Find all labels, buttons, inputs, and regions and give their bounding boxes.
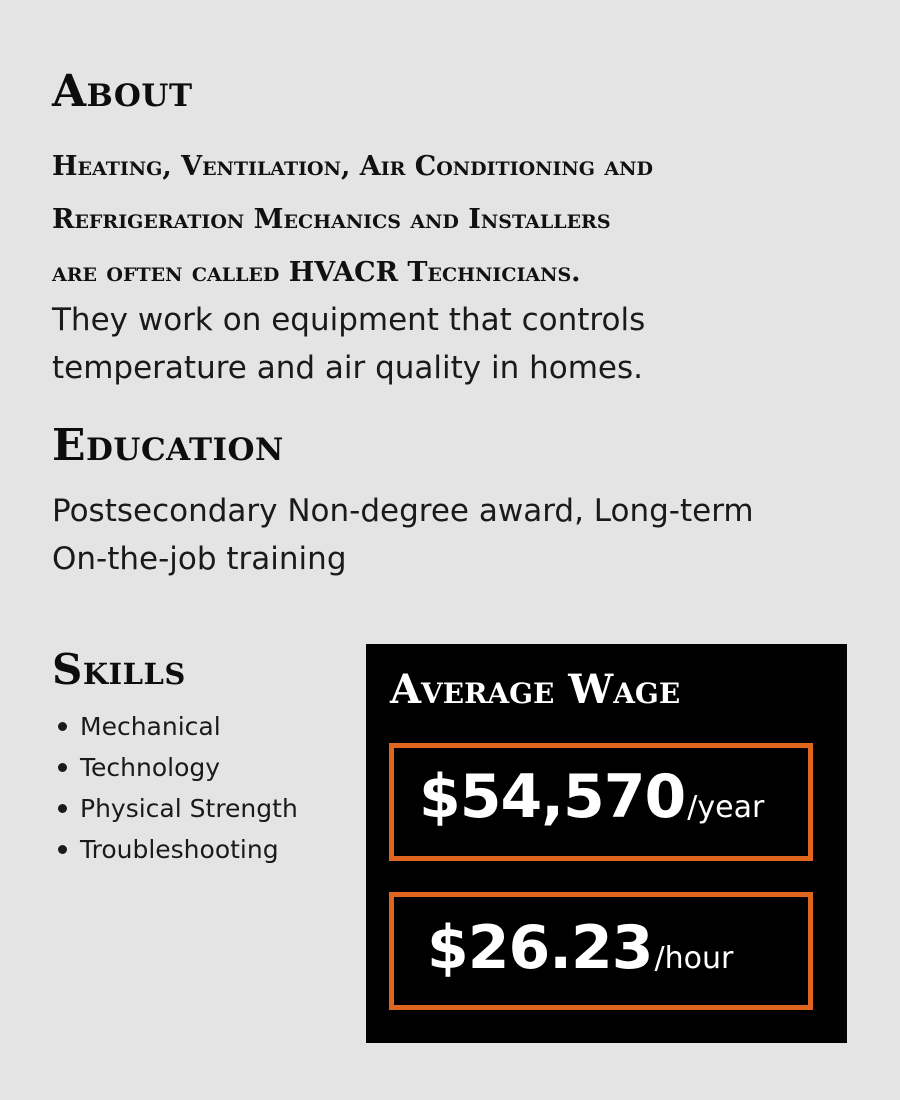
average-wage-panel (366, 644, 847, 1043)
bullet-icon (58, 763, 67, 772)
skill-label: Troubleshooting (80, 835, 279, 864)
skill-label: Technology (80, 753, 221, 782)
skill-item (58, 706, 298, 747)
skill-item (58, 829, 298, 870)
skill-item (58, 747, 298, 788)
education-heading: Education (52, 420, 284, 471)
skill-item (58, 788, 298, 829)
about-description-line: They work on equipment that controls (52, 302, 646, 338)
education-description-line: On-the-job training (52, 541, 347, 577)
annual-wage-amount: $54,570 (419, 762, 686, 832)
hourly-wage-value (427, 913, 733, 983)
skills-list (58, 706, 298, 870)
bullet-icon (58, 722, 67, 731)
about-lead-line: Refrigeration Mechanics and Installers (52, 204, 611, 235)
education-description-line: Postsecondary Non-degree award, Long-term (52, 493, 754, 529)
skill-label: Mechanical (80, 712, 221, 741)
about-lead-line: are often called HVACR Technicians. (52, 257, 581, 288)
bullet-icon (58, 804, 67, 813)
average-wage-heading: Average Wage (390, 666, 681, 713)
bullet-icon (58, 845, 67, 854)
hourly-wage-box (389, 892, 813, 1010)
education-description (52, 487, 852, 583)
about-lead (52, 140, 852, 299)
about-description (52, 296, 852, 392)
about-heading: About (52, 66, 193, 117)
skills-heading: Skills (52, 645, 186, 694)
annual-wage-value (419, 762, 764, 832)
annual-wage-box (389, 743, 813, 861)
skill-label: Physical Strength (80, 794, 298, 823)
about-lead-line: Heating, Ventilation, Air Conditioning and (52, 151, 653, 182)
about-description-line: temperature and air quality in homes. (52, 350, 643, 386)
annual-wage-unit: /year (687, 790, 765, 825)
hourly-wage-unit: /hour (654, 941, 734, 976)
hourly-wage-amount: $26.23 (427, 913, 653, 983)
